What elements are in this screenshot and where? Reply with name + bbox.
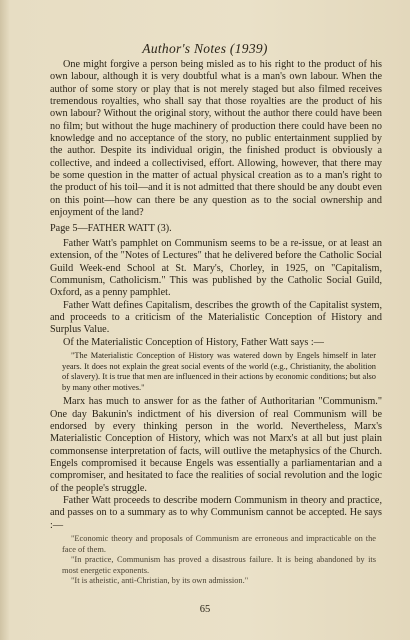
paragraph: Father Watt's pamphlet on Communism seems to be a re-issue, or at least an extension, of the "Notes of Lectures" that he delivered before the Catholic Social Guild Week-end School at St. Mary's, Chorley, in 1925, on "Capitalism, Communism, Catholicism." This was published by the Catholic Social Guild, Oxford, as a penny pamphlet.: [50, 237, 382, 299]
paragraph: Marx has much to answer for as the father of Authoritarian "Communism." One day Bakunin's indictment of his diversion of real Communism will be endorsed by every thinking person in the world. Nevertheless, Marx's Materialistic Conception of History, which was not Marx's at all but just plain commonsense interpretation of facts, will outlive the metaphysics of the Church. Engels compromised it because Engels was essentially a parliamentarian and a compromiser, and hesitated to face the realities of social revolution and the logic of the people's struggle.: [50, 396, 382, 494]
paragraph: Father Watt defines Capitalism, describes the growth of the Capitalist system, and proceeds to a criticism of the Materialistic Conception of History and Surplus Value.: [50, 299, 382, 336]
paragraph: Of the Materialistic Conception of History, Father Watt says :—: [63, 336, 324, 348]
quote-text: "Economic theory and proposals of Communism are erroneous and impracticable on the face of them.: [62, 534, 376, 554]
page-body: [50, 59, 382, 590]
paragraph: One might forgive a person being misled as to his right to the product of his own labour, although it is very doubtful what is a man's own labour. When the author of some story or play that is not merely staged but also filmed receives tremendous royalties, who shall say that those royalties are the product of his own labour? Without the original story, without the author there could have been no film; but without the huge machinery of production there could have been no knowledge and no acceptance of the story, no public entertainment supplied by the author. Despite its individual origin, the finished product is obviously a collective, and indeed a collectivised, effort. Allowing, however, that there may be some question in the matter of actual physical creation as to a man's right to the product of his toil—and it is not admitted that there should be any doubt even on this point—how can there be any question as to the social ownership and enjoyment of the land?: [50, 59, 382, 219]
running-header: Author's Notes (1939): [142, 41, 268, 56]
block-quote: [62, 351, 376, 393]
quote-text: "The Materialistic Conception of History was watered down by Engels himself in later years. It does not explain the great social events of the world (e.g., Christianity, the abolition of slavery). It is true that men are influenced in their actions by economic conditions; but also by many other motives.": [62, 350, 376, 392]
block-quote: [62, 534, 376, 587]
paragraph: Father Watt proceeds to describe modern Communism in theory and practice, and passes on to a summary as to why Communism cannot be accepted. He says :—: [50, 495, 382, 531]
quote-text: "It is atheistic, anti-Christian, by its own admission.": [71, 576, 249, 586]
quote-text: "In practice, Communism has proved a disastrous failure. It is being abandoned by its most energetic exponents.: [62, 555, 376, 575]
page-number: 65: [199, 604, 211, 615]
section-heading: Page 5—FATHER WATT (3).: [50, 223, 172, 235]
